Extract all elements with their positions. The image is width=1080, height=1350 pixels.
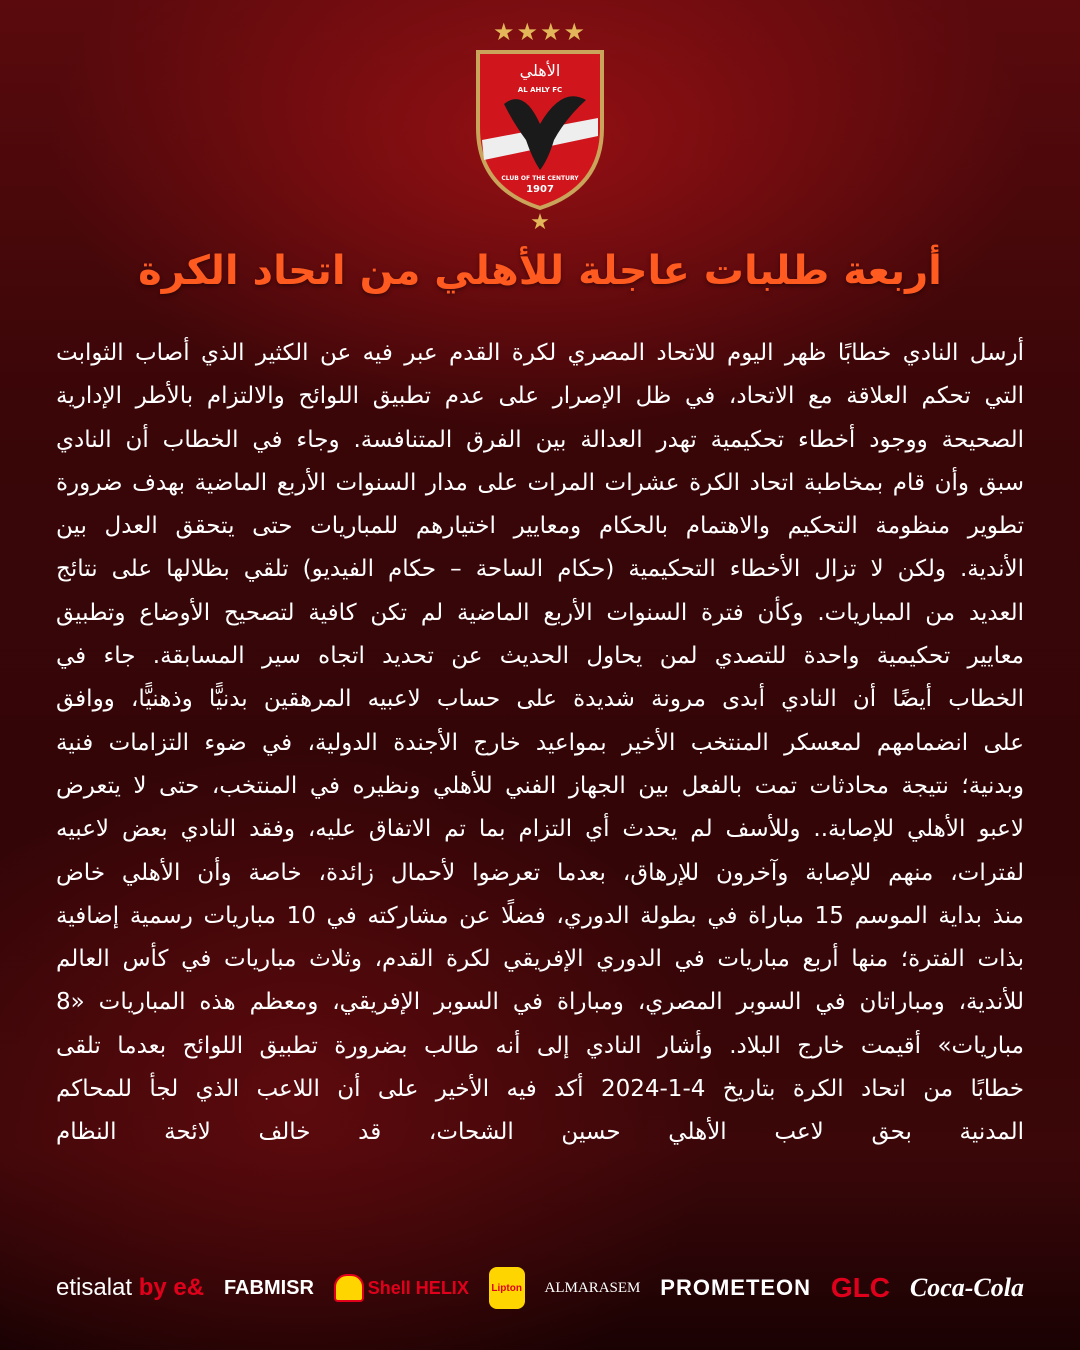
page-title: أربعة طلبات عاجلة للأهلي من اتحاد الكرة <box>138 248 942 294</box>
sponsor-glc: GLC <box>830 1272 891 1303</box>
article-line: بذات الفترة؛ منها أربع مباريات في الدوري الإفريقي لكرة القدم، وثلاث مباريات في كأس العالم <box>56 946 1024 973</box>
article-line: خطابًا من اتحاد الكرة بتاريخ 4-1-2024 أكد فيه الأخير على أن اللاعب الذي لجأ للمحاكم <box>56 1076 1024 1103</box>
article-line: لاعبو الأهلي للإصابة.. وللأسف لم يحدث أي التزام بما تم الاتفاق عليه، وفقد النادي بعض لاعبيه <box>56 816 1024 843</box>
article-line: منذ بداية الموسم 15 مباراة في بطولة الدوري، فضلًا عن مشاركته في 10 مباريات رسمية إضافية <box>56 902 1024 929</box>
crest-motto: CLUB OF THE CENTURY <box>501 175 579 182</box>
championship-stars: ★★★★ <box>492 18 588 46</box>
article-line: للأندية، ومباراتان في السوبر المصري، ومباراة في السوبر الإفريقي، ومعظم هذه المباريات «8 <box>56 989 1024 1016</box>
article-line: وبدنية؛ نتيجة محادثات تمت بالفعل بين الجهاز الفني للأهلي ونظيره في المنتخب، حتى لا يتعرض <box>56 772 1024 799</box>
article-line: الصحيحة ووجود أخطاء تحكيمية تهدر العدالة بين الفرق المتنافسة. وجاء في الخطاب أن النادي <box>56 426 1024 453</box>
sponsor-shell-helix: Shell HELIX <box>334 1274 469 1302</box>
article-line: أرسل النادي خطابًا ظهر اليوم للاتحاد المصري لكرة القدم عبر فيه عن الكثير الذي أصاب الثوابت <box>56 340 1024 366</box>
article-line: معايير تحكيمية واحدة للتصدي لمن يحاول الحديث عن تحديد اتجاه سير المسابقة. جاء في <box>56 643 1024 670</box>
sponsor-etisalat: etisalat by e& <box>56 1274 205 1301</box>
shell-logo-icon <box>334 1274 364 1302</box>
article-line: تطوير منظومة التحكيم والاهتمام بالحكام ومعايير اختيارهم للمباريات حتى يتحقق العدل بين <box>56 513 1024 540</box>
crest-year: 1907 <box>526 184 554 195</box>
article-line: مباريات» أقيمت خارج البلاد. وأشار النادي إلى أنه طالب بضرورة تطبيق اللوائح بعدما تلقى <box>56 1032 1024 1059</box>
sponsor-fabmisr: FABMISR <box>223 1276 314 1299</box>
crest-arabic-name: الأهلي <box>519 61 561 80</box>
article-line: لفترات، منهم للإصابة وآخرون للإرهاق، بعدما تعرضوا لأحمال زائدة، خاصة وأن الأهلي خاض <box>56 859 1024 886</box>
sponsor-lipton: Lipton <box>489 1267 525 1309</box>
article-line: على انضمامهم لمعسكر المنتخب الأخير بمواعيد خارج الأجندة الدولية، في ضوء التزامات فنية <box>56 729 1024 756</box>
article-line: المدنية بحق لاعب الأهلي حسين الشحات، قد خالف لائحة النظام <box>56 1119 1024 1146</box>
article-line: الخطاب أيضًا أن النادي أبدى مرونة شديدة على حساب لاعبيه المرهقين بدنيًّا وذهنيًّا، ووافق <box>56 686 1024 713</box>
sponsor-prometeon: PROMETEON <box>660 1275 812 1300</box>
star-icon: ★ <box>530 210 550 235</box>
sponsor-almarasem: ALMARASEM <box>544 1279 641 1296</box>
article-body <box>56 332 1024 1155</box>
article-line: الأندية. ولكن لا تزال الأخطاء التحكيمية (حكام الساحة – حكام الفيديو) تلقي بظلالها على نتائج <box>56 556 1024 583</box>
article-line: سبق وأن قام بمخاطبة اتحاد الكرة عشرات المرات على مدار السنوات الأربع الماضية بهدف ضرورة <box>56 469 1024 496</box>
sponsor-coca-cola: Coca-Cola <box>909 1273 1024 1302</box>
article-line: العديد من المباريات. وكأن فترة السنوات الأربع الماضية لم تكن كافية لتصحيح الأوضاع وتطبيق <box>56 599 1024 626</box>
sponsor-bar <box>56 1262 1024 1314</box>
article-line: التي تحكم العلاقة مع الاتحاد، في ظل الإصرار على عدم تطبيق اللوائح والالتزام بالأطر الإدارية <box>56 383 1024 410</box>
al-ahly-crest-logo <box>474 48 606 212</box>
crest-name: AL AHLY FC <box>517 86 563 94</box>
